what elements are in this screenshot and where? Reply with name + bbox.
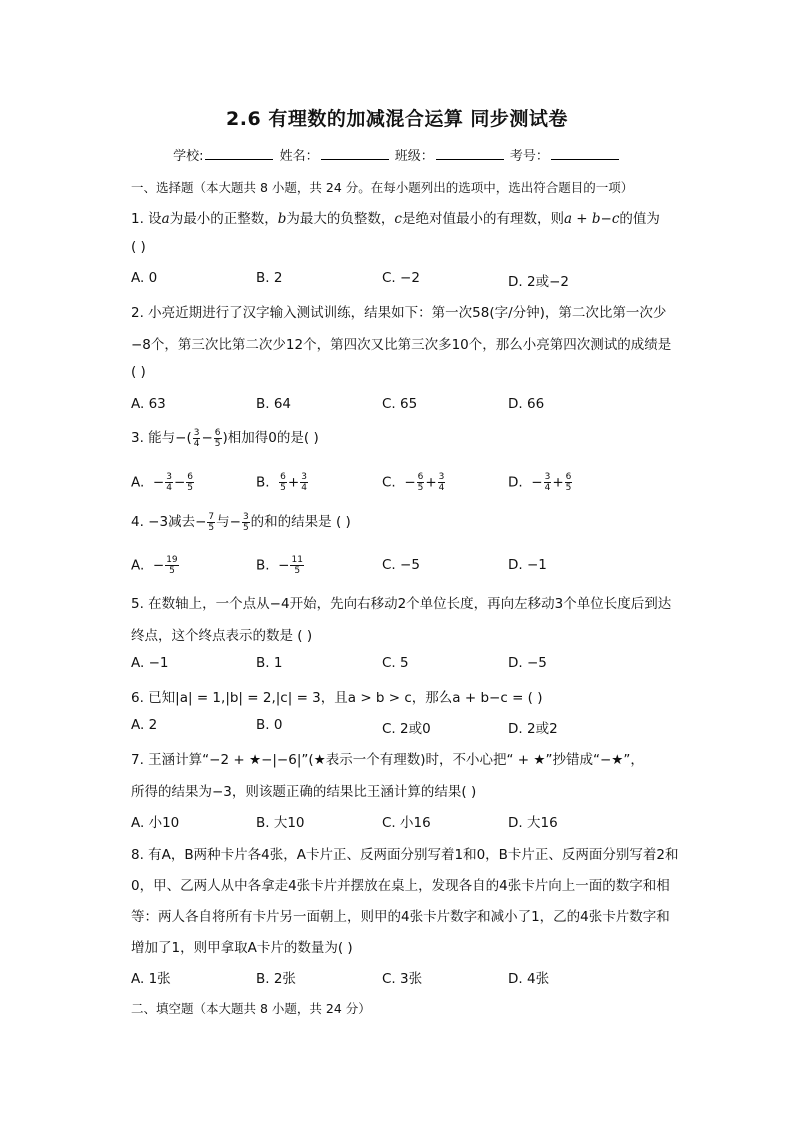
q7-option-b: B. 大10 xyxy=(256,815,305,831)
q6-option-d: D. 2或2 xyxy=(508,721,558,737)
q1-text-mid2: 为最大的负整数， xyxy=(286,211,395,227)
q3-d-label: D. xyxy=(508,474,523,491)
q3-c-frac1 xyxy=(417,472,425,493)
q4-fraction-1 xyxy=(207,512,215,533)
q3-b-frac2 xyxy=(300,472,308,493)
q1-option-b: B. 2 xyxy=(256,270,283,286)
q4-text-mid: 与− xyxy=(216,514,241,530)
q3-d-frac1 xyxy=(544,472,552,493)
q3-c-f2n: 3 xyxy=(438,472,445,482)
q1-var-c: c xyxy=(394,211,402,227)
q1-option-d: D. 2或−2 xyxy=(508,274,569,290)
q3-option-c xyxy=(382,472,446,493)
q1-text-pre: 1. 设 xyxy=(131,211,162,227)
q3-d-frac2 xyxy=(565,472,573,493)
q4-b-numerator: 11 xyxy=(291,555,303,565)
question-8-line-2: 0，甲、乙两人从中各拿走4张卡片并摆放在桌上，发现各自的4张卡片向上一面的数字和相 xyxy=(131,878,670,894)
q8-option-c: C. 3张 xyxy=(382,971,423,987)
question-2-line-1: 2. 小亮近期进行了汉字输入测试训练，结果如下：第一次58(字/分钟)，第二次比第一次少 xyxy=(131,305,667,321)
question-1-line-1 xyxy=(131,207,701,227)
q4-f1-numerator: 7 xyxy=(208,511,215,522)
exam-no-label: 考号： xyxy=(509,149,549,164)
question-8-line-1: 8. 有A，B两种卡片各4张，A卡片正、反两面分别写着1和0，B卡片正、反两面分别写着2和 xyxy=(131,847,679,863)
q2-option-b: B. 64 xyxy=(256,396,292,412)
q3-d-f2n: 6 xyxy=(565,472,572,482)
q3-d-sign1: − xyxy=(531,474,543,491)
q4-text-post: 的和的结果是 ( ) xyxy=(250,514,351,530)
q5-option-b: B. 1 xyxy=(256,655,283,671)
question-8-line-3: 等：两人各自将所有卡片另一面朝上，则甲的4张卡片数字和减小了1，乙的4张卡片数字和 xyxy=(131,909,670,925)
q3-a-sign1: − xyxy=(152,474,165,491)
q4-a-sign: − xyxy=(152,557,165,574)
q2-option-d: D. 66 xyxy=(508,396,545,412)
q3-c-f1n: 6 xyxy=(417,472,424,482)
q3-fraction-1 xyxy=(193,428,201,449)
q3-fraction-2 xyxy=(214,428,222,449)
q3-text-pre: 3. 能与−( xyxy=(131,430,192,446)
q6-option-b: B. 0 xyxy=(256,717,283,733)
question-5-line-1: 5. 在数轴上，一个点从−4开始，先向右移动2个单位长度，再向左移动3个单位长度后到达 xyxy=(131,596,672,612)
q3-f2-denominator: 5 xyxy=(214,438,221,449)
q4-option-a xyxy=(131,555,180,576)
q4-a-denominator: 5 xyxy=(169,566,175,576)
question-7-line-2: 所得的结果为−3，则该题正确的结果比王涵计算的结果( ) xyxy=(131,784,477,800)
q7-option-c: C. 小16 xyxy=(382,815,431,831)
question-4 xyxy=(131,510,701,533)
q4-b-sign: − xyxy=(278,557,290,574)
question-1-line-2: ( ) xyxy=(131,239,146,255)
q6-option-a: A. 2 xyxy=(131,717,158,733)
question-7-line-1: 7. 王涵计算“−2 + ★−|−6|”(★表示一个有理数)时，不小心把“ + ★”抄错成“−★”， xyxy=(131,752,644,768)
question-8-line-4: 增加了1，则甲拿取A卡片的数量为( ) xyxy=(131,940,353,956)
q3-c-sign1: − xyxy=(404,474,416,491)
q3-b-f1d: 5 xyxy=(280,483,286,493)
q3-d-sign2: + xyxy=(552,474,564,491)
q3-f1-denominator: 4 xyxy=(193,438,200,449)
q3-a-frac2 xyxy=(186,472,194,493)
q4-b-frac xyxy=(290,555,303,576)
q3-b-sign2: + xyxy=(287,474,300,491)
q3-f2-numerator: 6 xyxy=(214,427,221,438)
q3-b-f1n: 6 xyxy=(280,472,286,482)
q1-text-mid3: 是绝对值最小的有理数，则 xyxy=(401,211,564,227)
q4-b-denominator: 5 xyxy=(294,566,301,576)
q4-f2-denominator: 5 xyxy=(242,522,249,533)
q3-d-f1n: 3 xyxy=(544,472,551,482)
q3-text-post: )相加得0的是( ) xyxy=(222,430,319,446)
exam-no-blank xyxy=(551,147,619,160)
q3-option-b xyxy=(256,472,309,493)
q4-fraction-2 xyxy=(242,512,250,533)
q3-b-f2d: 4 xyxy=(301,483,307,493)
q3-minus: − xyxy=(201,430,213,446)
q3-f1-numerator: 3 xyxy=(193,427,200,438)
q4-a-numerator: 19 xyxy=(166,555,178,565)
q5-option-a: A. −1 xyxy=(131,655,169,671)
q4-option-b xyxy=(256,555,305,576)
school-label: 学校: xyxy=(173,149,204,164)
question-3 xyxy=(131,426,701,449)
q3-option-a xyxy=(131,472,195,493)
q7-option-a: A. 小10 xyxy=(131,815,180,831)
q1-option-c: C. −2 xyxy=(382,270,420,286)
q8-option-a: A. 1张 xyxy=(131,971,171,987)
q4-a-label: A. xyxy=(131,557,145,574)
q3-a-f1n: 3 xyxy=(166,472,172,482)
q8-option-b: B. 2张 xyxy=(256,971,296,987)
q3-c-f1d: 5 xyxy=(417,483,424,493)
q4-text-pre: 4. −3减去− xyxy=(131,514,207,530)
q8-option-d: D. 4张 xyxy=(508,971,550,987)
q4-a-frac xyxy=(165,555,178,576)
school-blank xyxy=(205,147,273,160)
class-label: 班级： xyxy=(394,149,434,164)
name-label: 姓名： xyxy=(279,149,319,164)
q1-var-a: a xyxy=(161,211,170,227)
q6-option-c: C. 2或0 xyxy=(382,721,431,737)
q3-a-label: A. xyxy=(131,474,145,491)
student-info-row xyxy=(0,145,794,164)
q3-c-f2d: 4 xyxy=(438,483,445,493)
q3-c-frac2 xyxy=(438,472,446,493)
q3-a-f2d: 5 xyxy=(187,483,193,493)
q1-option-a: A. 0 xyxy=(131,270,158,286)
q3-a-f2n: 6 xyxy=(187,472,193,482)
q2-option-c: C. 65 xyxy=(382,396,418,412)
q1-text-mid1: 为最小的正整数， xyxy=(169,211,278,227)
question-2-line-2: −8个，第三次比第二次少12个，第四次又比第三次多10个，那么小亮第四次测试的成绩是 xyxy=(131,337,672,353)
q3-a-frac1 xyxy=(165,472,173,493)
class-blank xyxy=(436,147,504,160)
q1-text-end: 的值为 xyxy=(619,211,660,227)
section-heading-2: 二、填空题（本大题共 8 小题，共 24 分） xyxy=(131,1001,371,1016)
q3-c-label: C. xyxy=(382,474,396,491)
q3-d-f2d: 5 xyxy=(565,483,572,493)
q4-f2-numerator: 3 xyxy=(242,511,249,522)
q5-option-d: D. −5 xyxy=(508,655,547,671)
q3-b-label: B. xyxy=(256,474,270,491)
q3-b-f2n: 3 xyxy=(301,472,307,482)
q3-c-sign2: + xyxy=(425,474,437,491)
q4-f1-denominator: 5 xyxy=(208,522,215,533)
name-blank xyxy=(321,147,389,160)
question-5-line-2: 终点，这个终点表示的数是 ( ) xyxy=(131,628,313,644)
q1-var-b: b xyxy=(277,211,287,227)
q7-option-d: D. 大16 xyxy=(508,815,558,831)
q3-b-frac1 xyxy=(279,472,287,493)
q2-option-a: A. 63 xyxy=(131,396,166,412)
question-2-line-3: ( ) xyxy=(131,364,146,380)
q3-a-sign2: − xyxy=(173,474,186,491)
section-heading: 一、选择题（本大题共 8 小题，共 24 分。在每小题列出的选项中，选出符合题目的一项） xyxy=(131,180,634,195)
q5-option-c: C. 5 xyxy=(382,655,409,671)
q4-option-d: D. −1 xyxy=(508,557,547,573)
question-6: 6. 已知|a| = 1,|b| = 2,|c| = 3，且a > b > c，那么a + b−c = ( ) xyxy=(131,690,543,706)
page-title: 2.6 有理数的加减混合运算 同步测试卷 xyxy=(226,108,568,130)
q3-d-f1d: 4 xyxy=(544,483,551,493)
q4-b-label: B. xyxy=(256,557,270,574)
q1-expression: a + b−c xyxy=(563,211,620,227)
q3-a-f1d: 4 xyxy=(166,483,172,493)
q4-option-c: C. −5 xyxy=(382,557,420,573)
q3-option-d xyxy=(508,472,573,493)
